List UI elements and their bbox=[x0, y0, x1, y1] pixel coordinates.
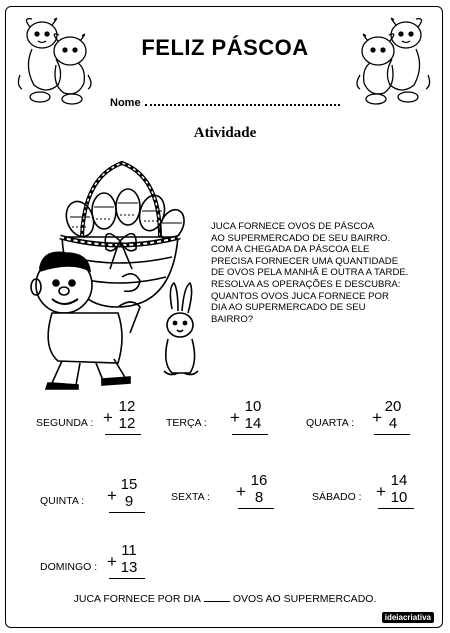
addend-top: 12 bbox=[118, 398, 136, 415]
easter-bunnies-left-icon bbox=[12, 15, 98, 107]
plus-sign: + bbox=[230, 408, 240, 427]
addend-bottom: 8 bbox=[254, 489, 264, 506]
plus-sign: + bbox=[372, 408, 382, 427]
addend-top: 16 bbox=[250, 472, 268, 489]
answer-sentence bbox=[6, 592, 443, 605]
addend-bottom: 13 bbox=[120, 559, 138, 576]
addend-bottom: 4 bbox=[388, 415, 398, 432]
answer-blank[interactable] bbox=[204, 592, 230, 602]
sum-line[interactable] bbox=[374, 434, 410, 435]
addend-bottom: 10 bbox=[390, 489, 408, 506]
sum-line[interactable] bbox=[232, 434, 268, 435]
day-label: QUINTA : bbox=[40, 495, 85, 507]
plus-sign: + bbox=[107, 486, 117, 505]
day-label: TERÇA : bbox=[166, 417, 207, 429]
plus-sign: + bbox=[376, 482, 386, 501]
page-title: FELIZ PÁSCOA bbox=[141, 35, 309, 60]
addend-top: 15 bbox=[120, 476, 138, 493]
plus-sign: + bbox=[103, 408, 113, 427]
sum-line[interactable] bbox=[105, 434, 141, 435]
addend-bottom: 14 bbox=[244, 415, 262, 432]
day-label: DOMINGO : bbox=[40, 561, 98, 573]
answer-sentence-end: OVOS AO SUPERMERCADO. bbox=[232, 593, 377, 605]
easter-bunnies-right-icon bbox=[350, 15, 436, 107]
sum-line[interactable] bbox=[238, 508, 274, 509]
day-label: SEXTA : bbox=[171, 491, 210, 503]
plus-sign: + bbox=[107, 552, 117, 571]
addend-bottom: 12 bbox=[118, 415, 136, 432]
answer-sentence-start: JUCA FORNECE POR DIA bbox=[73, 593, 201, 605]
name-field[interactable] bbox=[145, 95, 340, 106]
addend-top: 11 bbox=[121, 542, 137, 559]
sum-line[interactable] bbox=[109, 512, 145, 513]
credit-logo: ideiacriativa bbox=[382, 612, 434, 623]
addend-top: 10 bbox=[244, 398, 262, 415]
sum-line[interactable] bbox=[378, 508, 414, 509]
day-label: SEGUNDA : bbox=[36, 417, 94, 429]
addend-bottom: 9 bbox=[124, 493, 134, 510]
worksheet-page bbox=[5, 6, 443, 628]
addend-top: 14 bbox=[390, 472, 408, 489]
addend-top: 20 bbox=[384, 398, 402, 415]
name-label: Nome bbox=[110, 97, 141, 109]
sum-line[interactable] bbox=[109, 578, 145, 579]
boy-with-egg-basket-icon bbox=[22, 157, 212, 393]
name-line bbox=[110, 95, 340, 109]
problem-statement: JUCA FORNECE OVOS DE PÁSCOA AO SUPERMERCADO DE SEU BAIRRO. COM A CHEGADA DA PÁSCOA ELE PRECISA FORNECER UMA QUANTIDADE DE OVOS PELA MANHÃ E OUTRA A TARDE. RESOLVA AS OPERAÇÕES E DESCUBRA: QUANTOS OVOS JUCA FORNECE POR DIA AO SUPERMERCADO DE SEU BAIRRO? bbox=[211, 221, 409, 325]
plus-sign: + bbox=[236, 482, 246, 501]
day-label: QUARTA : bbox=[306, 417, 355, 429]
activity-heading: Atividade bbox=[193, 125, 257, 141]
day-label: SÁBADO : bbox=[312, 491, 362, 503]
